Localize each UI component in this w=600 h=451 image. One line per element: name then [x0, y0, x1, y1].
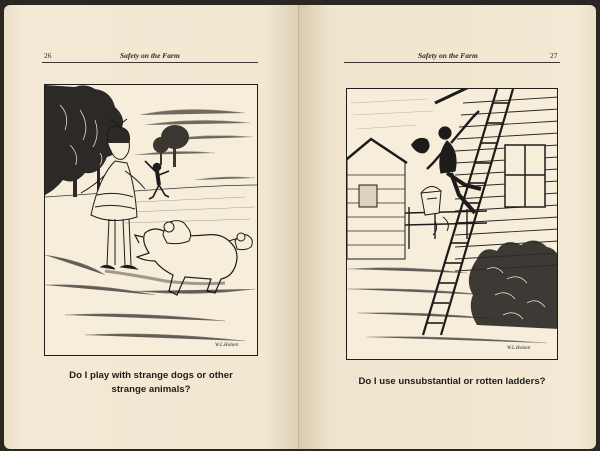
- artist-signature-right: W.L.Holsen: [507, 346, 531, 351]
- girl-with-dogs-illustration: [44, 84, 258, 356]
- boy-falling-from-ladder-illustration: [346, 88, 558, 360]
- caption-left-line1: Do I play with strange dogs or other: [69, 370, 233, 381]
- running-title-right: Safety on the Farm: [418, 51, 478, 60]
- right-page: [300, 5, 596, 449]
- header-rule-left: [42, 62, 258, 63]
- caption-left: [44, 369, 258, 397]
- caption-right: Do I use unsubstantial or rotten ladders?: [358, 376, 546, 387]
- page-number-left: 26: [44, 51, 52, 60]
- header-rule-right: [344, 62, 560, 63]
- page-number-right: 27: [550, 51, 558, 60]
- left-page: [4, 5, 300, 449]
- running-title-left: Safety on the Farm: [120, 51, 180, 60]
- artist-signature-left: W.L.Holsen: [215, 343, 239, 348]
- caption-left-line2: strange animals?: [111, 384, 191, 395]
